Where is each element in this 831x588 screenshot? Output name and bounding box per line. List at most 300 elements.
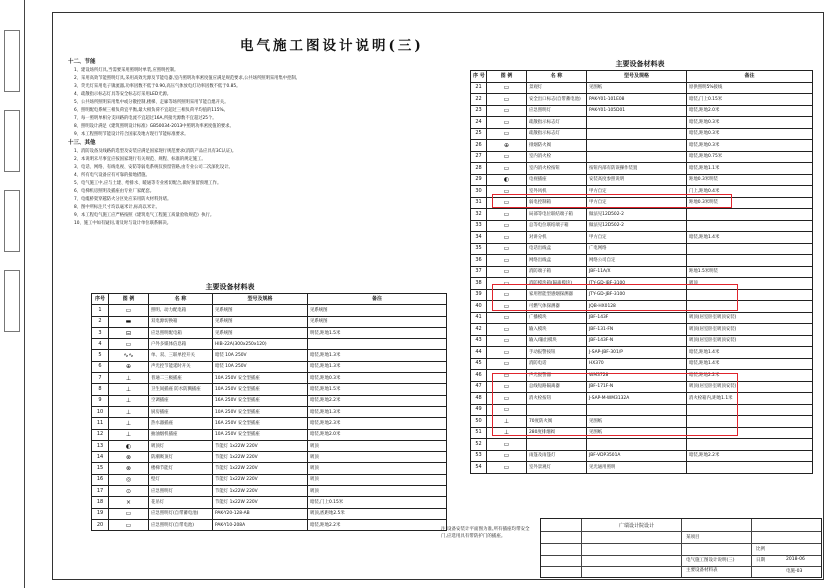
table-cell: 27 [471,151,487,163]
table-cell [687,255,813,267]
table-row [92,440,447,451]
legend-symbol-icon: ▭ [487,381,527,393]
legend-symbol-icon: ⊥ [109,395,149,406]
legend-symbol-icon: ▭ [487,220,527,232]
legend-symbol-icon: ⊕ [487,140,527,152]
table-row [92,474,447,485]
table-cell: JTY-GD-JBF-3100 [587,289,687,301]
table-cell: J-SAP-M-WM3132A [587,393,687,405]
table-cell: 电话出线盒 [527,243,587,255]
legend-symbol-icon: ▭ [487,255,527,267]
section-12-note-line: 4、疏散指示标志灯具等安全标志灯采用LED光源。 [74,92,172,97]
table-row [471,128,813,140]
legend-symbol-icon: × [109,497,149,508]
table-cell: 见图纸 [587,82,687,94]
table-row [471,450,813,462]
tb-drawing-no: 电施-03 [786,569,803,574]
table-cell: 消火栓箱内,距地1.1米 [687,393,813,405]
highlight-rows-37-38 [492,284,738,311]
table-cell: 明装,距地1.5米 [308,327,447,338]
table-row [471,358,813,370]
binding-cell [4,270,20,332]
table-cell: 10A 250V 安全型插座 [213,373,308,384]
table-cell: 应急照明灯(自带蓄电池) [149,508,213,519]
table-cell: 吸顶(居室卧室吸顶安装) [687,324,813,336]
table-cell: 10A 250V 安全型插座 [213,384,308,395]
table-row [471,347,813,359]
table-row [471,335,813,347]
table-cell: 见系统图 [213,305,308,316]
tb-vline [751,519,752,577]
table-cell: 暗装,距地1.3米 [308,406,447,417]
table-cell: 见系统图 [213,316,308,327]
tb-scale-label: 比例 [756,547,765,552]
table-cell: 楼梯节能灯 [149,463,213,474]
section-12-note-line: 6、照明配电系统三相负荷宜平衡,最大相负荷不宜超过三相负荷平均值的115%。 [74,108,228,113]
legend-symbol-icon: ◎ [109,474,149,485]
table-cell: 10A 250V 安全型插座 [213,406,308,417]
legend-symbol-icon: ▭ [487,324,527,336]
table-cell: 室外风机 [527,186,587,198]
table-cell: 9 [92,395,109,406]
section-12-note-line: 7、每一照明单相分支回路的电流不宜超过16A,所接光源数不宜超过25个。 [74,116,217,121]
table-row [471,209,813,221]
legend-symbol-icon: ▭ [487,82,527,94]
table-cell: 暗装,距地0.75米 [687,151,813,163]
table-cell: 暗装,距地1.1米 [687,163,813,175]
table-cell: 暗装,距地1.4米 [687,358,813,370]
table-cell [587,439,687,451]
table-row [471,174,813,186]
table-cell: 暗装,距地0.3米 [687,128,813,140]
table-cell [587,151,687,163]
table-cell: 暗装,距地1.3米 [308,350,447,361]
section-13-note-line: 8、图中所标注尺寸均以毫米计,标高以米计。 [74,205,160,210]
table-row [471,82,813,94]
table-cell: 14 [92,452,109,463]
table-cell: 暗装,距地2.2米 [687,450,813,462]
table-cell: 24 [471,117,487,129]
table-cell: 48 [471,393,487,405]
binding-cell [4,190,20,252]
table-cell: 吸顶,底距地2.5米 [308,508,447,519]
table-cell: 吸顶 [687,278,813,290]
table-cell [687,220,813,232]
table-cell [687,462,813,474]
table-cell: 28 [471,163,487,175]
table-cell: JBF-VDP3501A [587,450,687,462]
left-equipment-table [91,293,447,531]
legend-symbol-icon: ▭ [487,128,527,140]
table-cell: 5 [92,350,109,361]
table-cell: 对讲分机 [527,232,587,244]
legend-symbol-icon: ▭ [109,339,149,350]
legend-symbol-icon: ▭ [487,105,527,117]
table-cell: 厨房插座 [149,406,213,417]
table-cell: 疏散指示标志灯 [527,128,587,140]
legend-symbol-icon: ▭ [109,519,149,530]
legend-symbol-icon: ◐ [487,174,527,186]
table-cell: 29 [471,174,487,186]
table-cell: 应急照明配电箱 [149,327,213,338]
table-cell: 12 [92,429,109,440]
section-12-note-line: 3、荧光灯采用电子镇流器,功率因数不低于0.90,高压气体放电灯功率因数不低于0.85。 [74,84,241,89]
table-cell: 节能灯 1x22W 220V [213,463,308,474]
table-cell: 54 [471,462,487,474]
legend-symbol-icon: ∿∿ [109,350,149,361]
table-cell: 33 [471,220,487,232]
section-13-note-line: 7、电缆桥架穿越防火分区处应采用防火材料封堵。 [74,197,172,202]
table-cell: 暗装,门上0.15米 [687,94,813,106]
left-table-title: 主要设备材料表 [205,283,255,291]
table-cell: 70度防火阀 [527,416,587,428]
table-cell: 暗装,距地2.0米 [687,105,813,117]
legend-symbol-icon: ⊗ [109,463,149,474]
tb-drawing-name-1: 电气施工图设计说明(三) [686,558,735,563]
table-row [471,462,813,474]
table-cell: 节能灯 1x22W 220V [213,440,308,451]
table-cell: 安全出口标志(自带蓄电池) [527,94,587,106]
table-cell: 室内消火栓按钮 [527,163,587,175]
table-cell: 26 [471,140,487,152]
binding-cell [4,110,20,172]
table-cell: 门上,距地0.4米 [687,186,813,198]
table-cell [587,117,687,129]
section-13-note-line: 10、施工中如有疑问,请及时与设计单位联系解决。 [74,221,172,226]
table-cell: 吸顶 [308,486,447,497]
table-header-cell: 图 例 [487,71,527,83]
table-header-cell: 型号及规格 [587,71,687,83]
table-cell: 距地0.3米明装 [687,174,813,186]
section-13-note-line: 1、消防设备及线路的选型及安装应满足国家现行规范要求(消防产品应具有3C认证)。 [74,149,237,154]
table-cell: 局部等电位联结端子箱 [527,209,587,221]
table-cell: 18 [92,497,109,508]
table-cell: 21 [471,82,487,94]
tb-design-unit: 广瑞设计院设计 [619,523,655,529]
table-cell: 原供照明5%接线 [687,82,813,94]
table-cell: 46 [471,370,487,382]
table-cell: 15 [92,463,109,474]
table-cell: 暗装,距地1.5米 [308,384,447,395]
table-cell: 暗装,距地1.4米 [687,347,813,359]
table-cell: 暗装,距地1.3米 [308,361,447,372]
legend-symbol-icon: ▭ [487,266,527,278]
legend-symbol-icon: ▭ [109,305,149,316]
table-cell: 网络出线盒 [527,255,587,267]
table-row [92,327,447,338]
table-cell: 暗装 10A 250V [213,350,308,361]
table-row [471,266,813,278]
table-cell: 11 [92,418,109,429]
table-cell: 节能灯 1x22W 220V [213,474,308,485]
table-row [92,350,447,361]
table-cell: 52 [471,439,487,451]
table-cell: 2 [92,316,109,327]
tb-date: 2018-06 [786,557,805,562]
table-cell: 3 [92,327,109,338]
table-cell: 声光控节能延时开关 [149,361,213,372]
table-cell: PAK-Y10-208A [213,519,308,530]
table-cell: 应急照明灯 [149,486,213,497]
table-cell: 吸顶 [308,474,447,485]
table-cell: 甲方自定 [587,197,687,209]
table-cell: 甲方自定 [587,232,687,244]
table-cell: PAK-Y01-101E08 [587,94,687,106]
table-cell [687,439,813,451]
table-cell: 16A 250V 安全型插座 [213,418,308,429]
table-cell: 广电网络 [587,243,687,255]
table-cell: 景观灯 [527,82,587,94]
table-cell: 16A 250V 安全型插座 [213,395,308,406]
legend-symbol-icon: ▭ [487,358,527,370]
table-cell: 41 [471,312,487,324]
legend-symbol-icon: ⊥ [109,406,149,417]
table-cell [687,243,813,255]
legend-symbol-icon: ⊥ [109,418,149,429]
table-cell: JBF-11A/X [587,266,687,278]
table-cell: 照明、动力配电箱 [149,305,213,316]
legend-symbol-icon: ▭ [487,151,527,163]
section-13-list [68,148,458,228]
table-cell: 室内消火栓 [527,151,587,163]
legend-symbol-icon: ▭ [487,197,527,209]
table-cell: JBF-143F-N [587,335,687,347]
section-13-note-line: 9、本工程电气施工应严格按照《建筑电气工程施工质量验收规范》执行。 [74,213,215,218]
table-cell: 卫生间插座 防水防溅插座 [149,384,213,395]
bottom-note: 注:设备安装计平面图为准,所有插座均带安全门,应选用具有带防护门的插座。 [441,527,530,539]
table-cell: 节能灯 1x22W 220V [213,452,308,463]
table-cell: WM3728 [587,370,687,382]
page-title: 电气施工图设计说明(三) [240,38,424,54]
table-cell: 49 [471,404,487,416]
table-cell: 普通二三极插座 [149,373,213,384]
table-row [92,508,447,519]
right-table-title: 主要设备材料表 [615,60,665,68]
table-cell: 19 [92,508,109,519]
table-cell: 23 [471,105,487,117]
table-cell: 6 [92,361,109,372]
binding-cell [4,30,20,92]
table-cell: 44 [471,347,487,359]
section-12-note-line: 8、照明设计满足《建筑照明设计标准》GB50034-2013中照明功率密度值的要求。 [74,124,234,129]
table-cell: 总线短路隔离器 [527,381,587,393]
table-cell: 22 [471,94,487,106]
table-row [471,105,813,117]
table-cell: 甲方自定 [587,186,687,198]
table-cell: HX370 [587,358,687,370]
table-cell: 手动报警按钮 [527,347,587,359]
table-cell: 做法见12D502-2 [587,209,687,221]
table-cell: 消防电话 [527,358,587,370]
table-cell: 总等电位联结端子箱 [527,220,587,232]
table-cell: JBF-171F-N [587,381,687,393]
legend-symbol-icon: ▭ [487,163,527,175]
table-cell: 广播模块 [527,312,587,324]
table-cell: 50 [471,416,487,428]
table-row [92,361,447,372]
table-row [92,305,447,316]
table-row [471,117,813,129]
table-cell: J-SAP-JBF-301/P [587,347,687,359]
table-cell: 暗装,距地2.2米 [687,370,813,382]
table-cell: 34 [471,232,487,244]
table-cell: 45 [471,358,487,370]
table-cell: 声光报警器 [527,370,587,382]
table-cell: 输入模块 [527,324,587,336]
section-13-note-line: 5、电气施工中,应与土建、给排水、暖通等专业密切配合,做好预留预埋工作。 [74,181,222,186]
table-cell: 40 [471,301,487,313]
table-row [92,463,447,474]
section-13-heading: 十三、其他 [68,140,96,146]
table-cell: 4 [92,339,109,350]
table-cell: 户外多媒体信息箱 [149,339,213,350]
table-cell: 防潮吸顶灯 [149,452,213,463]
legend-symbol-icon: ▭ [487,462,527,474]
table-cell: 电视插座 [527,174,587,186]
legend-symbol-icon: ⊥ [109,384,149,395]
table-cell: 壁灯 [149,474,213,485]
table-row [92,395,447,406]
table-cell: 距地0.3米明装 [687,197,813,209]
table-cell: 280度排烟阀 [527,427,587,439]
legend-symbol-icon: ⊟ [109,327,149,338]
table-cell: PAK-Y01-105D01 [587,105,687,117]
table-cell: 37 [471,266,487,278]
section-12-note-line: 5、公共场所照明采用集中或分散控制,楼梯、走廊等场所照明采用节能自熄开关。 [74,100,229,105]
table-cell: 30 [471,186,487,198]
table-header-cell: 序 号 [471,71,487,83]
legend-symbol-icon: ▭ [487,439,527,451]
table-cell: 25 [471,128,487,140]
table-cell: 空调插座 [149,395,213,406]
table-cell: 7 [92,373,109,384]
table-row [471,94,813,106]
tb-project: 某项目 [686,535,700,540]
table-cell: 疏散指示标志灯 [527,117,587,129]
table-cell: 47 [471,381,487,393]
table-cell: 节能灯 1x22W 220V [213,497,308,508]
table-cell: 见图纸 [587,416,687,428]
table-row [92,519,447,530]
legend-symbol-icon: ▭ [487,335,527,347]
section-13-note-line: 2、本说明未尽事宜应按国家现行有关规范、规程、标准的规定施工。 [74,157,206,162]
table-cell: 10 [92,406,109,417]
table-cell: 应急照明灯 [527,105,587,117]
table-row [471,151,813,163]
legend-symbol-icon: ▭ [487,301,527,313]
table-cell [308,339,447,350]
legend-symbol-icon: ⊥ [487,416,527,428]
table-cell: 吸顶(居室卧室吸顶安装) [687,381,813,393]
table-row [471,312,813,324]
section-13-note-line: 6、电梯机房照明及插座由专业厂家配套。 [74,189,155,194]
legend-symbol-icon: ▭ [487,312,527,324]
table-row [92,452,447,463]
table-cell: 暗装,距地0.3米 [308,373,447,384]
table-row [471,324,813,336]
table-cell: 暗装,距地2.2米 [308,519,447,530]
table-cell: 排烟防火阀 [527,140,587,152]
table-cell: 吸顶 [308,440,447,451]
table-cell: 消防端子箱 [527,266,587,278]
table-row [92,406,447,417]
table-cell: 暗装,距地1.4米 [687,232,813,244]
table-row [92,418,447,429]
table-row [92,429,447,440]
legend-symbol-icon: ◐ [109,440,149,451]
section-12-note-line: 9、本工程照明节能设计符合国家及地方现行节能标准要求。 [74,132,189,137]
table-row [471,439,813,451]
binding-margin [0,0,25,588]
table-cell: 1 [92,305,109,316]
legend-symbol-icon: ▭ [487,370,527,382]
table-cell: 暗装,距地2.3米 [308,418,447,429]
table-cell: JTY-GD-JBF-3100 [587,278,687,290]
table-cell: 应急照明灯(自带电池) [149,519,213,530]
table-row [92,339,447,350]
table-row [471,163,813,175]
tb-vline [681,519,682,577]
table-cell: 43 [471,335,487,347]
table-cell: 8 [92,384,109,395]
table-cell: JBF-143F [587,312,687,324]
legend-symbol-icon: ⊥ [109,429,149,440]
section-12-list [68,67,458,139]
legend-symbol-icon: ▭ [487,278,527,290]
table-cell [527,439,587,451]
table-cell: 暗装,距地0.3米 [687,140,813,152]
legend-symbol-icon: ▭ [487,393,527,405]
table-cell: JBF-131-FN [587,324,687,336]
table-cell: 单、双、三联单控开关 [149,350,213,361]
table-cell: 20 [92,519,109,530]
legend-symbol-icon: ▭ [487,209,527,221]
table-header-cell: 名 称 [527,71,587,83]
section-12-heading: 十二、节能 [68,59,96,65]
table-cell: 见系统图 [213,327,308,338]
table-cell: 31 [471,197,487,209]
table-cell: 双电源切换箱 [149,316,213,327]
table-cell: 39 [471,289,487,301]
table-cell: 吸顶 [308,452,447,463]
table-cell: 抽油烟机插座 [149,429,213,440]
table-cell: 消火栓按钮 [527,393,587,405]
table-header-cell: 型号及规格 [213,294,308,305]
table-row [92,497,447,508]
table-cell: 13 [92,440,109,451]
table-cell: 输入/输出模块 [527,335,587,347]
legend-symbol-icon: ▭ [487,117,527,129]
table-cell: 暗装,距地2.0米 [308,429,447,440]
legend-symbol-icon: ▭ [487,450,527,462]
table-header-cell: 备注 [687,71,813,83]
legend-symbol-icon: ⊗ [109,452,149,463]
legend-symbol-icon: ▭ [487,289,527,301]
table-cell: 17 [92,486,109,497]
table-cell: PAK-Y20-128-AB [213,508,308,519]
table-cell: 可燃气体探测器 [527,301,587,313]
table-row [471,220,813,232]
legend-symbol-icon: ▭ [487,404,527,416]
table-cell: 32 [471,209,487,221]
table-row [471,243,813,255]
table-cell: 见光通用照明 [587,462,687,474]
table-cell: 按钮内部有防误操作装置 [587,163,687,175]
table-cell: 10A 250V 安全型插座 [213,429,308,440]
table-cell: 见系统图 [308,316,447,327]
table-row [92,373,447,384]
table-cell: 35 [471,243,487,255]
